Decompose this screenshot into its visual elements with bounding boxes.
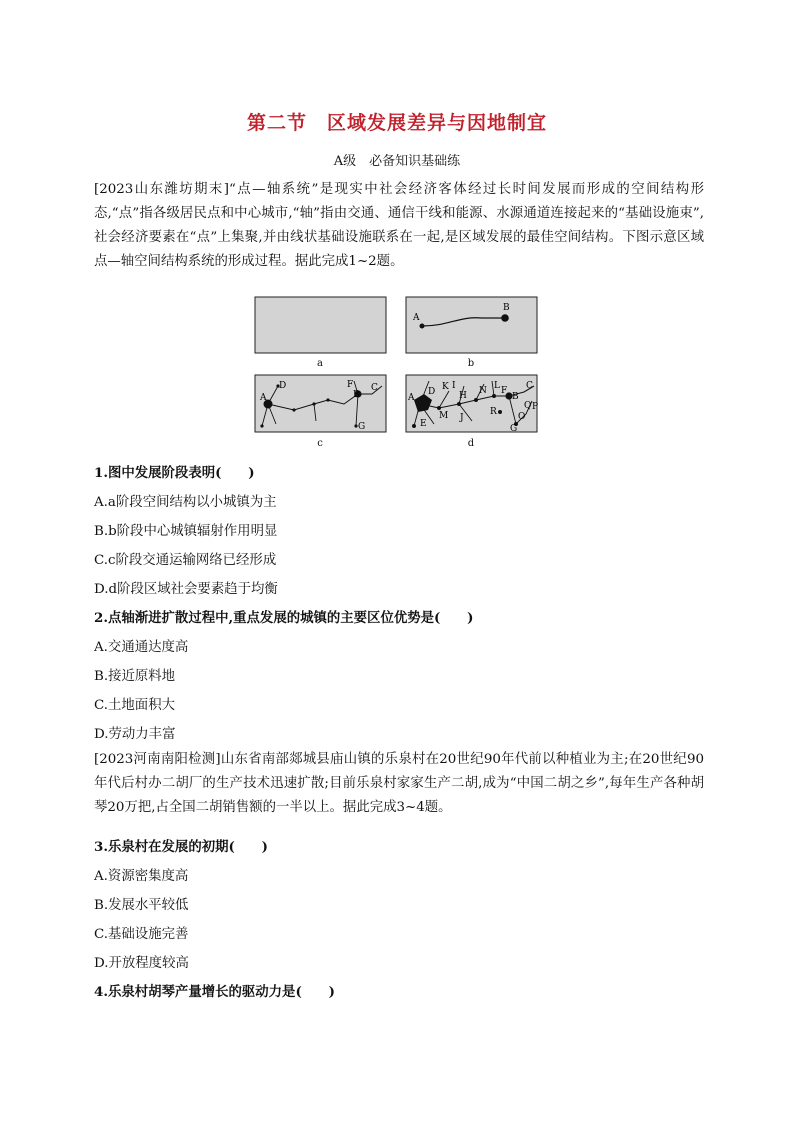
- panel-d-label-c: C: [526, 381, 533, 391]
- panel-d-node: [457, 402, 461, 406]
- panel-c: [255, 375, 386, 432]
- panel-d-label-n: N: [479, 386, 487, 396]
- question-1-option-b[interactable]: B.b阶段中心城镇辐射作用明显: [94, 524, 278, 539]
- figure-svg: [254, 296, 539, 456]
- panel-d-node: [412, 424, 416, 428]
- question-1-option-a[interactable]: A.a阶段空间结构以小城镇为主: [94, 495, 277, 510]
- panel-c-label-b: B: [353, 390, 360, 400]
- question-3-stem: 3.乐泉村在发展的初期( ): [94, 839, 268, 855]
- panel-d-label-a: A: [408, 393, 415, 403]
- panel-a: [255, 297, 386, 353]
- panel-d-node: [498, 410, 502, 414]
- passage-1: [2023山东潍坊期末]“点—轴系统”是现实中社会经济客体经过长时间发展而形成的空间结构形态,“点”指各级居民点和中心城市,“轴”指由交通、通信干线和能源、水源通道连接起来的“基础设施束”,社会经济要素在“点”上集聚,并由线状基础设施联系在一起,是区域发展的最佳空间结构。下图示意区域点—轴空间结构系统的形成过程。据此完成1~2题。: [94, 182, 704, 269]
- panel-label-b: b: [467, 358, 475, 369]
- panel-c-label-a: A: [260, 393, 267, 403]
- question-2-stem: 2.点轴渐进扩散过程中,重点发展的城镇的主要区位优势是( ): [94, 610, 474, 626]
- panel-b: [406, 297, 537, 353]
- passage-2: [2023河南南阳检测]山东省南部郯城县庙山镇的乐泉村在20世纪90年代前以种植业为主;在20世纪90年代后村办二胡厂的生产技术迅速扩散;目前乐泉村家家生产二胡,成为“中国二胡之乡”,每年生产各种胡琴20万把,占全国二胡销售额的一半以上。据此完成3~4题。: [94, 752, 704, 815]
- panel-label-c: c: [317, 438, 323, 449]
- panel-d-label-l: L: [494, 381, 500, 391]
- panel-d-label-i: I: [452, 381, 456, 391]
- question-1-stem: 1.图中发展阶段表明( ): [94, 465, 255, 481]
- page-title: 第二节 区域发展差异与因地制宜: [246, 112, 547, 134]
- question-3-option-c[interactable]: C.基础设施完善: [94, 927, 189, 942]
- panel-d-label-d: D: [428, 387, 436, 397]
- question-2-option-c[interactable]: C.土地面积大: [94, 698, 175, 713]
- question-1-option-d[interactable]: D.d阶段区域社会要素趋于均衡: [94, 582, 278, 597]
- panel-d-label-f: F: [501, 386, 508, 396]
- panel-d-node: [474, 398, 478, 402]
- panel-b-label-a: A: [413, 313, 420, 323]
- figure-point-axis: [254, 296, 539, 456]
- panel-d-label-q: Q: [524, 401, 532, 411]
- panel-d-label-h: H: [459, 391, 467, 401]
- panel-c-label-c: C: [371, 383, 378, 393]
- panel-d-label-m: M: [439, 411, 449, 421]
- panel-d-label-g: G: [510, 424, 518, 434]
- panel-label-d: d: [467, 438, 475, 449]
- panel-d-node: [437, 406, 441, 410]
- section-level: A级 必备知识基础练: [333, 154, 461, 169]
- panel-c-node: [312, 402, 315, 405]
- question-3-option-d[interactable]: D.开放程度较高: [94, 956, 189, 971]
- panel-c-label-f: F: [347, 380, 354, 390]
- panel-d-label-o: O: [518, 412, 526, 422]
- panel-b-point-a: [420, 324, 425, 329]
- panel-d-node: [492, 394, 496, 398]
- question-2-option-a[interactable]: A.交通通达度高: [94, 640, 189, 655]
- question-3-option-b[interactable]: B.发展水平较低: [94, 898, 189, 913]
- panel-d-label-r: R: [490, 407, 497, 417]
- panel-label-a: a: [317, 358, 323, 369]
- panel-b-label-b: B: [503, 303, 510, 313]
- question-4-stem: 4.乐泉村胡琴产量增长的驱动力是( ): [94, 984, 335, 1000]
- panel-c-label-g: G: [358, 422, 366, 432]
- panel-d-label-j: J: [460, 413, 464, 423]
- panel-c-node: [292, 408, 295, 411]
- panel-d-label-p: P: [532, 402, 539, 412]
- panel-d-label-b: B: [512, 392, 519, 402]
- panel-c-node: [326, 398, 329, 401]
- question-2-option-d[interactable]: D.劳动力丰富: [94, 727, 176, 742]
- panel-c-label-d: D: [279, 381, 287, 391]
- panel-b-point-b: [501, 314, 509, 322]
- question-1-option-c[interactable]: C.c阶段交通运输网络已经形成: [94, 553, 277, 568]
- panel-c-node: [260, 424, 263, 427]
- panel-d-label-k: K: [442, 382, 449, 392]
- question-3-option-a[interactable]: A.资源密集度高: [94, 869, 189, 884]
- question-2-option-b[interactable]: B.接近原料地: [94, 669, 176, 684]
- panel-d-label-e: E: [420, 419, 427, 429]
